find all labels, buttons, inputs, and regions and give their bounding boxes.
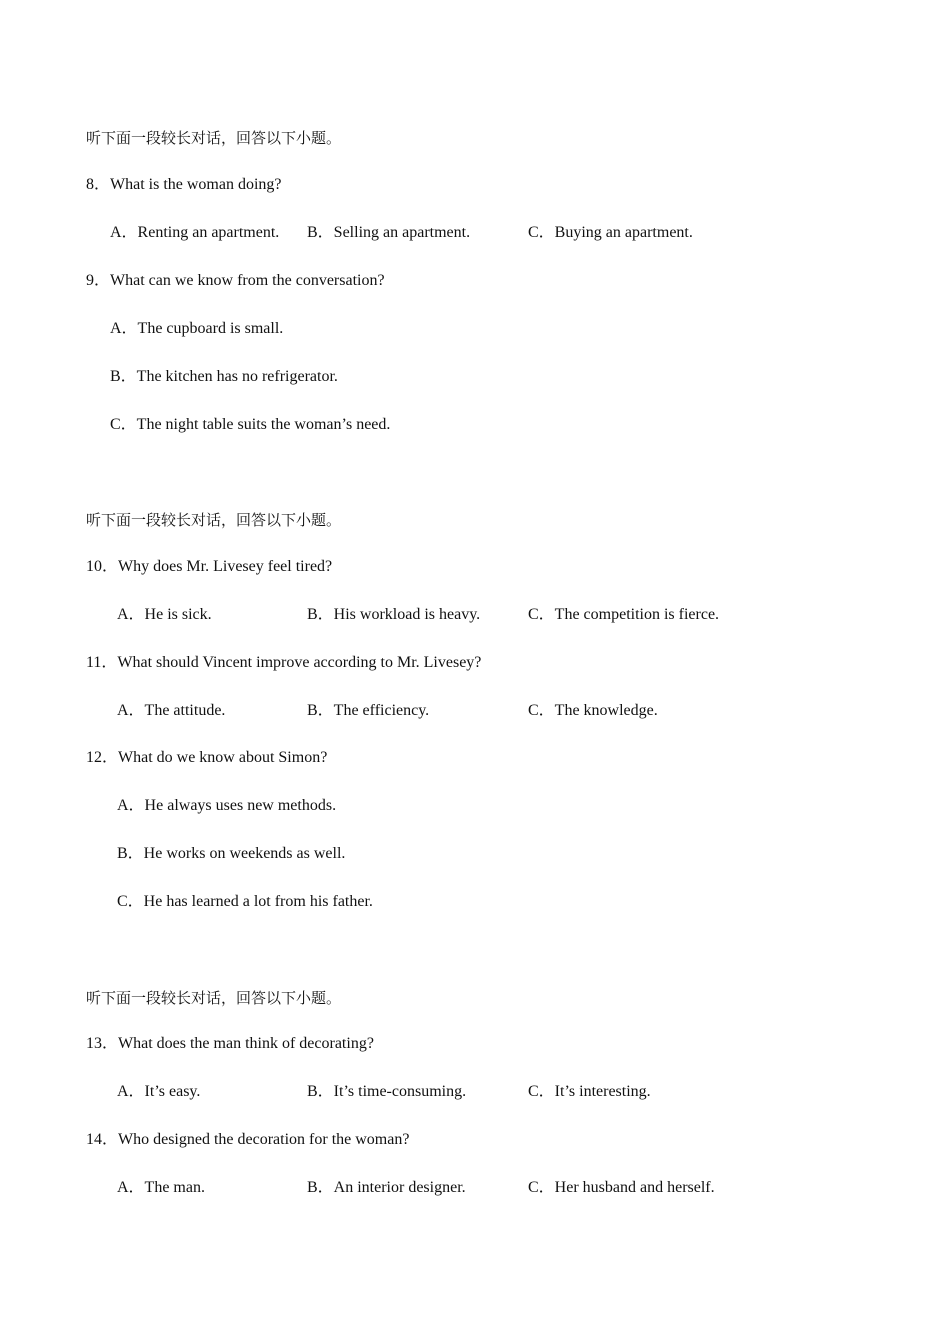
option-b: B．He works on weekends as well.	[117, 845, 346, 862]
question-stem: 9．What can we know from the conversation?	[86, 272, 385, 289]
section-intro: 听下面一段较长对话，回答以下小题。	[86, 989, 342, 1007]
option-b: B．It’s time-consuming.	[307, 1083, 467, 1100]
option-c: C．The knowledge.	[528, 702, 658, 719]
question-stem: 8．What is the woman doing?	[86, 176, 282, 193]
option-c: C．The night table suits the woman’s need.	[110, 416, 391, 433]
option-a: A．The man.	[117, 1179, 205, 1196]
option-c: C．The competition is fierce.	[528, 606, 720, 623]
option-c: C．It’s interesting.	[528, 1083, 651, 1100]
question-stem: 13．What does the man think of decorating?	[86, 1035, 374, 1052]
question-stem: 11．What should Vincent improve according to Mr. Livesey?	[86, 654, 482, 671]
option-b: B．The kitchen has no refrigerator.	[110, 368, 338, 385]
option-c: C．Her husband and herself.	[528, 1179, 715, 1196]
option-a: A．The cupboard is small.	[110, 320, 284, 337]
option-c: C．He has learned a lot from his father.	[117, 893, 373, 910]
option-c: C．Buying an apartment.	[528, 224, 693, 241]
option-b: B．His workload is heavy.	[307, 606, 481, 623]
option-a: A．The attitude.	[117, 702, 226, 719]
option-b: B．Selling an apartment.	[307, 224, 471, 241]
question-stem: 12．What do we know about Simon?	[86, 749, 328, 766]
section-intro: 听下面一段较长对话，回答以下小题。	[86, 129, 342, 147]
section-intro: 听下面一段较长对话，回答以下小题。	[86, 511, 342, 529]
option-a: A．He is sick.	[117, 606, 212, 623]
question-stem: 14．Who designed the decoration for the woman?	[86, 1131, 410, 1148]
option-a: A．Renting an apartment.	[110, 224, 280, 241]
option-a: A．He always uses new methods.	[117, 797, 337, 814]
option-b: B．The efficiency.	[307, 702, 430, 719]
option-a: A．It’s easy.	[117, 1083, 201, 1100]
option-b: B．An interior designer.	[307, 1179, 466, 1196]
question-stem: 10．Why does Mr. Livesey feel tired?	[86, 558, 333, 575]
